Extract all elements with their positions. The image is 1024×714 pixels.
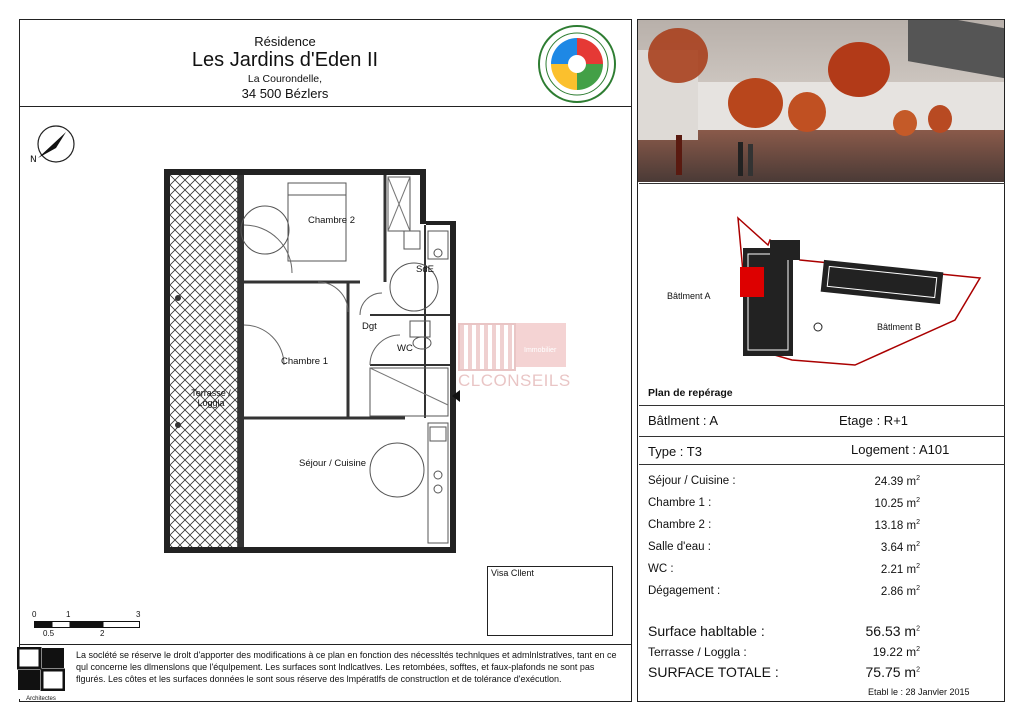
scale-tick-0: 0 <box>32 610 37 619</box>
surface-value <box>830 497 920 510</box>
surface-label: Séjour / Cuisine : <box>648 475 736 487</box>
total-value-number: 19.22 m <box>872 645 917 659</box>
surface-value <box>830 585 920 598</box>
total-value-number: 56.53 m <box>865 623 917 639</box>
residence-label: Résidence <box>254 34 316 49</box>
total-unit-sup: 2 <box>916 625 920 633</box>
room-label-chambre1: Chambre 1 <box>281 356 328 367</box>
site-label-a: Bâtlment A <box>667 291 711 301</box>
surface-value-number: 2.86 m <box>880 585 917 598</box>
room-label-sejour: Séjour / Cuisine <box>299 458 367 469</box>
surface-unit-sup: 2 <box>916 563 920 570</box>
surface-label: Chambre 1 : <box>648 497 712 509</box>
info-logement: Logement : A101 <box>851 442 950 457</box>
surface-value-number: 3.64 m <box>880 541 917 554</box>
scale-tick-3: 3 <box>136 610 141 619</box>
footer-divider <box>19 644 632 645</box>
surface-value <box>830 475 920 488</box>
surface-unit-sup: 2 <box>916 519 920 526</box>
svg-text:N: N <box>30 155 37 165</box>
locality: La Courondelle, <box>247 73 323 85</box>
total-unit-sup: 2 <box>916 666 920 674</box>
perspective-render <box>638 20 1004 182</box>
total-label: Terrasse / Loggla : <box>648 645 747 659</box>
surface-value-number: 13.18 m <box>874 519 917 532</box>
total-label: SURFACE TOTALE : <box>648 664 779 680</box>
surface-value <box>830 563 920 576</box>
total-value <box>820 664 920 680</box>
info-type: Type : T3 <box>648 444 702 459</box>
room-label-chambre2: Chambre 2 <box>308 215 355 226</box>
surface-value-number: 24.39 m <box>874 475 917 488</box>
total-value <box>820 623 920 639</box>
scale-tick-2: 2 <box>100 629 105 638</box>
architect-logo <box>17 647 65 702</box>
total-value <box>820 645 920 659</box>
watermark-logo <box>456 323 571 393</box>
info-batiment: Bâtlment : A <box>648 413 719 428</box>
surface-unit-sup: 2 <box>916 497 920 504</box>
north-compass-icon <box>26 124 80 168</box>
bbc-badge <box>537 24 617 104</box>
visa-label: Visa Cllent <box>491 568 534 578</box>
site-plan-caption: Plan de repérage <box>648 387 733 399</box>
surface-value-number: 2.21 m <box>880 563 917 576</box>
city: 34 500 Bézlers <box>241 86 329 101</box>
visa-box <box>487 566 613 636</box>
total-label: Surface habltable : <box>648 623 765 639</box>
room-label-terrasse: Terrasse / Loggla <box>191 388 231 408</box>
surface-label: Dégagement : <box>648 585 721 597</box>
date-established: Etabl le : 28 Janvler 2015 <box>868 687 970 697</box>
room-label-sde: SdE <box>416 264 434 275</box>
scale-bar <box>32 610 152 640</box>
site-label-b: Bâtlment B <box>877 322 922 332</box>
omlb-logo-icon <box>17 647 65 691</box>
surface-label: WC : <box>648 563 674 575</box>
info-etage: Etage : R+1 <box>839 413 909 428</box>
surface-label: Chambre 2 : <box>648 519 712 531</box>
surface-value <box>830 519 920 532</box>
surface-value-number: 10.25 m <box>874 497 917 510</box>
scale-tick-1: 1 <box>66 610 71 619</box>
scale-tick-05: 0.5 <box>43 629 55 638</box>
watermark-sub: Immobilier <box>524 347 557 354</box>
room-label-wc: WC <box>397 343 413 354</box>
logo-sub: Architectes <box>26 696 56 702</box>
surface-label: Salle d'eau : <box>648 541 711 553</box>
total-value-number: 75.75 m <box>865 664 917 680</box>
surface-unit-sup: 2 <box>916 475 920 482</box>
residence-name: Les Jardins d'Eden II <box>191 49 379 71</box>
surface-unit-sup: 2 <box>916 585 920 592</box>
surface-unit-sup: 2 <box>916 541 920 548</box>
total-unit-sup: 2 <box>916 646 920 653</box>
watermark-text: CLCONSEILS <box>458 371 571 390</box>
legal-disclaimer: La soclété se réserve le drolt d'apporter des modifications à ce plan en fonction des nécessltés technlques et admlnlstratlves, tant en ce qul concerne les dlmenslons que l'équlpement. Les surfaces sont lndlcatlves. Les retombées, sofftes, et faux-plafonds ne sont pas flgurés. Les côtes et les surfaces données le sont sous réserve des lmpératlfs de constructlon et de tolérance d'exécutlon. <box>76 650 617 684</box>
header-divider <box>19 106 632 107</box>
surface-value <box>830 541 920 554</box>
room-label-dgt: Dgt <box>362 321 377 332</box>
